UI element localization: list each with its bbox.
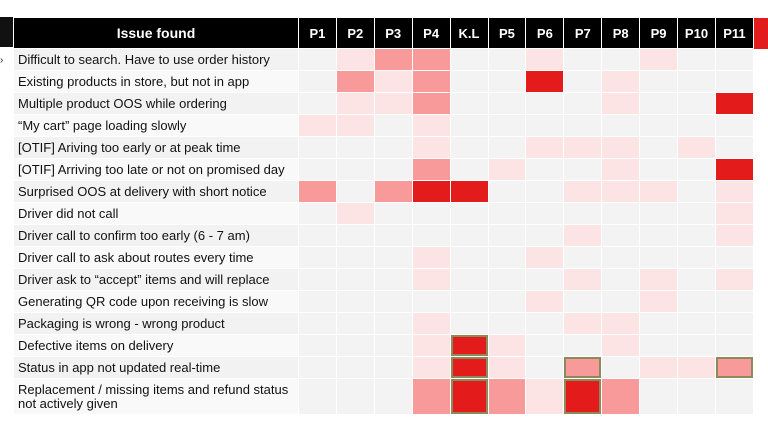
issue-label: Packaging is wrong - wrong product bbox=[14, 313, 299, 335]
heat-cell bbox=[412, 269, 450, 291]
heat-cell bbox=[715, 313, 753, 335]
heat-cell bbox=[298, 137, 336, 159]
heat-cell bbox=[678, 247, 716, 269]
heat-cell bbox=[640, 203, 678, 225]
heat-cell bbox=[564, 203, 602, 225]
issue-label: Multiple product OOS while ordering bbox=[14, 93, 299, 115]
heat-cell bbox=[526, 181, 564, 203]
issue-row bbox=[14, 181, 768, 203]
heat-cell bbox=[298, 71, 336, 93]
heat-cell bbox=[488, 269, 526, 291]
heat-cell bbox=[488, 379, 526, 415]
heat-cell bbox=[298, 357, 336, 379]
heat-cell bbox=[336, 93, 374, 115]
heat-cell bbox=[450, 225, 488, 247]
heat-cell bbox=[374, 181, 412, 203]
heat-cell bbox=[488, 357, 526, 379]
heat-cell bbox=[526, 71, 564, 93]
heat-cell bbox=[640, 159, 678, 181]
heat-cell bbox=[336, 49, 374, 71]
heat-cell bbox=[602, 379, 640, 415]
heat-cell bbox=[526, 225, 564, 247]
heat-cell bbox=[450, 181, 488, 203]
heat-cell bbox=[336, 247, 374, 269]
heat-cell bbox=[488, 71, 526, 93]
issue-label: Driver call to confirm too early (6 - 7 am) bbox=[14, 225, 299, 247]
heat-cell bbox=[412, 225, 450, 247]
heat-cell bbox=[336, 291, 374, 313]
heat-cell bbox=[374, 71, 412, 93]
heat-cell bbox=[488, 137, 526, 159]
participant-column-header: P11 bbox=[715, 18, 753, 49]
issue-label: Driver did not call bbox=[14, 203, 299, 225]
heat-cell bbox=[298, 291, 336, 313]
heat-cell bbox=[564, 379, 602, 415]
heat-cell bbox=[298, 159, 336, 181]
heat-cell bbox=[715, 93, 753, 115]
heat-cell bbox=[374, 313, 412, 335]
issue-label: Replacement / missing items and refund status not actively given bbox=[14, 379, 299, 415]
issue-row bbox=[14, 203, 768, 225]
heat-cell bbox=[526, 379, 564, 415]
row-end-pad bbox=[753, 115, 767, 137]
heat-cell bbox=[640, 313, 678, 335]
issue-label: Difficult to search. Have to use order history bbox=[14, 49, 299, 71]
row-end-pad bbox=[753, 159, 767, 181]
heat-cell bbox=[602, 335, 640, 357]
heat-cell bbox=[488, 49, 526, 71]
issue-row bbox=[14, 159, 768, 181]
heat-cell bbox=[488, 335, 526, 357]
participant-column-header: P3 bbox=[374, 18, 412, 49]
issue-label: Status in app not updated real-time bbox=[14, 357, 299, 379]
participant-column-header: P7 bbox=[564, 18, 602, 49]
heat-cell bbox=[374, 247, 412, 269]
heat-cell bbox=[715, 291, 753, 313]
heat-cell bbox=[678, 291, 716, 313]
heat-cell bbox=[336, 269, 374, 291]
heat-cell bbox=[450, 71, 488, 93]
heat-cell bbox=[715, 115, 753, 137]
heat-cell bbox=[336, 71, 374, 93]
heat-cell bbox=[374, 225, 412, 247]
heat-cell bbox=[336, 313, 374, 335]
heat-cell bbox=[374, 291, 412, 313]
issue-label: Existing products in store, but not in app bbox=[14, 71, 299, 93]
heat-cell bbox=[488, 159, 526, 181]
heat-cell bbox=[678, 203, 716, 225]
row-end-pad bbox=[753, 291, 767, 313]
heat-cell bbox=[298, 115, 336, 137]
heat-cell bbox=[336, 203, 374, 225]
heat-cell bbox=[298, 247, 336, 269]
heat-cell bbox=[564, 225, 602, 247]
heat-cell bbox=[564, 93, 602, 115]
issue-label: Generating QR code upon receiving is slow bbox=[14, 291, 299, 313]
heat-cell bbox=[715, 247, 753, 269]
heat-cell bbox=[374, 335, 412, 357]
row-end-pad bbox=[753, 313, 767, 335]
heat-cell bbox=[602, 181, 640, 203]
heat-cell bbox=[602, 291, 640, 313]
heat-cell bbox=[564, 291, 602, 313]
heat-cell bbox=[602, 71, 640, 93]
heat-cell bbox=[678, 313, 716, 335]
heat-cell bbox=[336, 181, 374, 203]
heat-cell bbox=[336, 335, 374, 357]
heat-cell bbox=[715, 71, 753, 93]
heat-cell bbox=[526, 115, 564, 137]
heat-cell bbox=[678, 335, 716, 357]
heat-cell bbox=[564, 49, 602, 71]
heat-cell bbox=[564, 181, 602, 203]
heat-cell bbox=[336, 225, 374, 247]
participant-column-header: P10 bbox=[678, 18, 716, 49]
left-edge-caret: › bbox=[0, 55, 4, 66]
heat-cell bbox=[412, 335, 450, 357]
issue-column-header: Issue found bbox=[14, 18, 299, 49]
row-end-pad bbox=[753, 269, 767, 291]
heat-cell bbox=[336, 357, 374, 379]
heat-cell bbox=[412, 115, 450, 137]
row-end-pad bbox=[753, 379, 767, 415]
heat-cell bbox=[678, 181, 716, 203]
heat-cell bbox=[412, 93, 450, 115]
heat-cell bbox=[450, 291, 488, 313]
issue-label: Driver ask to “accept” items and will replace bbox=[14, 269, 299, 291]
heat-cell bbox=[298, 269, 336, 291]
heat-cell bbox=[715, 137, 753, 159]
issue-label: Defective items on delivery bbox=[14, 335, 299, 357]
heat-cell bbox=[450, 115, 488, 137]
heat-cell bbox=[412, 181, 450, 203]
heat-cell bbox=[564, 159, 602, 181]
heat-cell bbox=[678, 71, 716, 93]
issue-label: [OTIF] Arriving too late or not on promised day bbox=[14, 159, 299, 181]
participant-column-header: P9 bbox=[640, 18, 678, 49]
heat-cell bbox=[450, 159, 488, 181]
row-end-pad bbox=[753, 49, 767, 71]
heat-cell bbox=[412, 379, 450, 415]
heat-cell bbox=[602, 93, 640, 115]
heat-cell bbox=[298, 49, 336, 71]
issue-heatmap-table bbox=[13, 17, 768, 415]
heat-cell bbox=[564, 247, 602, 269]
heat-cell bbox=[412, 357, 450, 379]
participant-column-header: P8 bbox=[602, 18, 640, 49]
heat-cell bbox=[602, 49, 640, 71]
heat-cell bbox=[298, 313, 336, 335]
heat-cell bbox=[602, 115, 640, 137]
heat-cell bbox=[412, 203, 450, 225]
heat-cell bbox=[374, 93, 412, 115]
issue-label: Driver call to ask about routes every time bbox=[14, 247, 299, 269]
heat-cell bbox=[488, 313, 526, 335]
heat-cell bbox=[526, 357, 564, 379]
participant-column-header: P1 bbox=[298, 18, 336, 49]
heat-cell bbox=[678, 225, 716, 247]
issue-row bbox=[14, 335, 768, 357]
heat-cell bbox=[715, 203, 753, 225]
participant-column-header: K.L bbox=[450, 18, 488, 49]
heat-cell bbox=[602, 247, 640, 269]
participant-column-header: P6 bbox=[526, 18, 564, 49]
heat-cell bbox=[640, 181, 678, 203]
heat-cell bbox=[298, 225, 336, 247]
heat-cell bbox=[602, 313, 640, 335]
heat-cell bbox=[715, 225, 753, 247]
heat-cell bbox=[640, 357, 678, 379]
heat-cell bbox=[678, 137, 716, 159]
heat-cell bbox=[336, 137, 374, 159]
issue-row bbox=[14, 247, 768, 269]
header-row bbox=[14, 18, 768, 49]
row-end-pad bbox=[753, 181, 767, 203]
heat-cell bbox=[374, 159, 412, 181]
row-end-pad bbox=[753, 247, 767, 269]
heat-cell bbox=[526, 291, 564, 313]
heat-cell bbox=[488, 93, 526, 115]
heat-cell bbox=[374, 379, 412, 415]
heat-cell bbox=[450, 357, 488, 379]
row-end-pad bbox=[753, 93, 767, 115]
heat-cell bbox=[526, 159, 564, 181]
row-end-pad bbox=[753, 203, 767, 225]
heat-cell bbox=[450, 93, 488, 115]
heat-cell bbox=[450, 49, 488, 71]
issue-row bbox=[14, 137, 768, 159]
heatmap-header bbox=[14, 18, 768, 49]
heat-cell bbox=[450, 247, 488, 269]
heat-cell bbox=[412, 313, 450, 335]
heat-cell bbox=[640, 71, 678, 93]
heat-cell bbox=[640, 379, 678, 415]
row-end-pad bbox=[753, 71, 767, 93]
heat-cell bbox=[526, 313, 564, 335]
issue-label: [OTIF] Ariving too early or at peak time bbox=[14, 137, 299, 159]
heat-cell bbox=[374, 269, 412, 291]
row-end-pad bbox=[753, 225, 767, 247]
heat-cell bbox=[678, 93, 716, 115]
issue-row bbox=[14, 49, 768, 71]
heat-cell bbox=[450, 335, 488, 357]
heat-cell bbox=[715, 269, 753, 291]
heat-cell bbox=[298, 379, 336, 415]
heat-cell bbox=[564, 313, 602, 335]
heat-cell bbox=[640, 93, 678, 115]
heat-cell bbox=[412, 71, 450, 93]
heat-cell bbox=[298, 181, 336, 203]
row-end-pad bbox=[753, 335, 767, 357]
issue-label: “My cart” page loading slowly bbox=[14, 115, 299, 137]
heat-cell bbox=[678, 115, 716, 137]
heat-cell bbox=[564, 335, 602, 357]
accent-column bbox=[753, 18, 767, 49]
issue-row bbox=[14, 225, 768, 247]
heat-cell bbox=[298, 335, 336, 357]
heat-cell bbox=[526, 269, 564, 291]
row-end-pad bbox=[753, 357, 767, 379]
issue-row bbox=[14, 115, 768, 137]
heat-cell bbox=[640, 335, 678, 357]
heat-cell bbox=[526, 49, 564, 71]
heat-cell bbox=[602, 269, 640, 291]
heat-cell bbox=[526, 247, 564, 269]
issue-row bbox=[14, 357, 768, 379]
heat-cell bbox=[602, 225, 640, 247]
heat-cell bbox=[715, 181, 753, 203]
participant-column-header: P5 bbox=[488, 18, 526, 49]
heat-cell bbox=[640, 269, 678, 291]
heat-cell bbox=[526, 203, 564, 225]
heat-cell bbox=[678, 357, 716, 379]
issue-row bbox=[14, 269, 768, 291]
heat-cell bbox=[715, 159, 753, 181]
heat-cell bbox=[412, 247, 450, 269]
heat-cell bbox=[678, 49, 716, 71]
heat-cell bbox=[374, 137, 412, 159]
heat-cell bbox=[336, 379, 374, 415]
heat-cell bbox=[640, 137, 678, 159]
heat-cell bbox=[678, 269, 716, 291]
heat-cell bbox=[602, 159, 640, 181]
heat-cell bbox=[488, 247, 526, 269]
heat-cell bbox=[412, 137, 450, 159]
heat-cell bbox=[640, 115, 678, 137]
heat-cell bbox=[488, 203, 526, 225]
heat-cell bbox=[564, 137, 602, 159]
row-end-pad bbox=[753, 137, 767, 159]
heat-cell bbox=[336, 159, 374, 181]
issue-row bbox=[14, 71, 768, 93]
heat-cell bbox=[564, 357, 602, 379]
issue-row bbox=[14, 313, 768, 335]
heat-cell bbox=[715, 335, 753, 357]
participant-column-header: P4 bbox=[412, 18, 450, 49]
heat-cell bbox=[602, 203, 640, 225]
heat-cell bbox=[678, 159, 716, 181]
heat-cell bbox=[640, 291, 678, 313]
issue-row bbox=[14, 291, 768, 313]
issue-row bbox=[14, 93, 768, 115]
heat-cell bbox=[564, 71, 602, 93]
heat-cell bbox=[374, 115, 412, 137]
heat-cell bbox=[374, 203, 412, 225]
heat-cell bbox=[450, 203, 488, 225]
heat-cell bbox=[336, 115, 374, 137]
heat-cell bbox=[488, 115, 526, 137]
heat-cell bbox=[412, 159, 450, 181]
heat-cell bbox=[715, 357, 753, 379]
heat-cell bbox=[640, 49, 678, 71]
heat-cell bbox=[374, 357, 412, 379]
heat-cell bbox=[715, 49, 753, 71]
issue-row bbox=[14, 379, 768, 415]
heat-cell bbox=[450, 137, 488, 159]
heat-cell bbox=[715, 379, 753, 415]
participant-column-header: P2 bbox=[336, 18, 374, 49]
issue-label: Surprised OOS at delivery with short notice bbox=[14, 181, 299, 203]
heat-cell bbox=[640, 247, 678, 269]
heat-cell bbox=[526, 93, 564, 115]
heat-cell bbox=[602, 357, 640, 379]
heat-cell bbox=[412, 291, 450, 313]
heat-cell bbox=[412, 49, 450, 71]
heat-cell bbox=[678, 379, 716, 415]
heat-cell bbox=[450, 269, 488, 291]
heat-cell bbox=[450, 379, 488, 415]
heatmap-body bbox=[14, 49, 768, 415]
heat-cell bbox=[488, 181, 526, 203]
heat-cell bbox=[564, 115, 602, 137]
heat-cell bbox=[640, 225, 678, 247]
heat-cell bbox=[564, 269, 602, 291]
heat-cell bbox=[298, 93, 336, 115]
heat-cell bbox=[526, 335, 564, 357]
heat-cell bbox=[298, 203, 336, 225]
heat-cell bbox=[374, 49, 412, 71]
heat-cell bbox=[526, 137, 564, 159]
heat-cell bbox=[450, 313, 488, 335]
heat-cell bbox=[488, 225, 526, 247]
heat-cell bbox=[602, 137, 640, 159]
heat-cell bbox=[488, 291, 526, 313]
left-edge-bar bbox=[0, 17, 13, 47]
